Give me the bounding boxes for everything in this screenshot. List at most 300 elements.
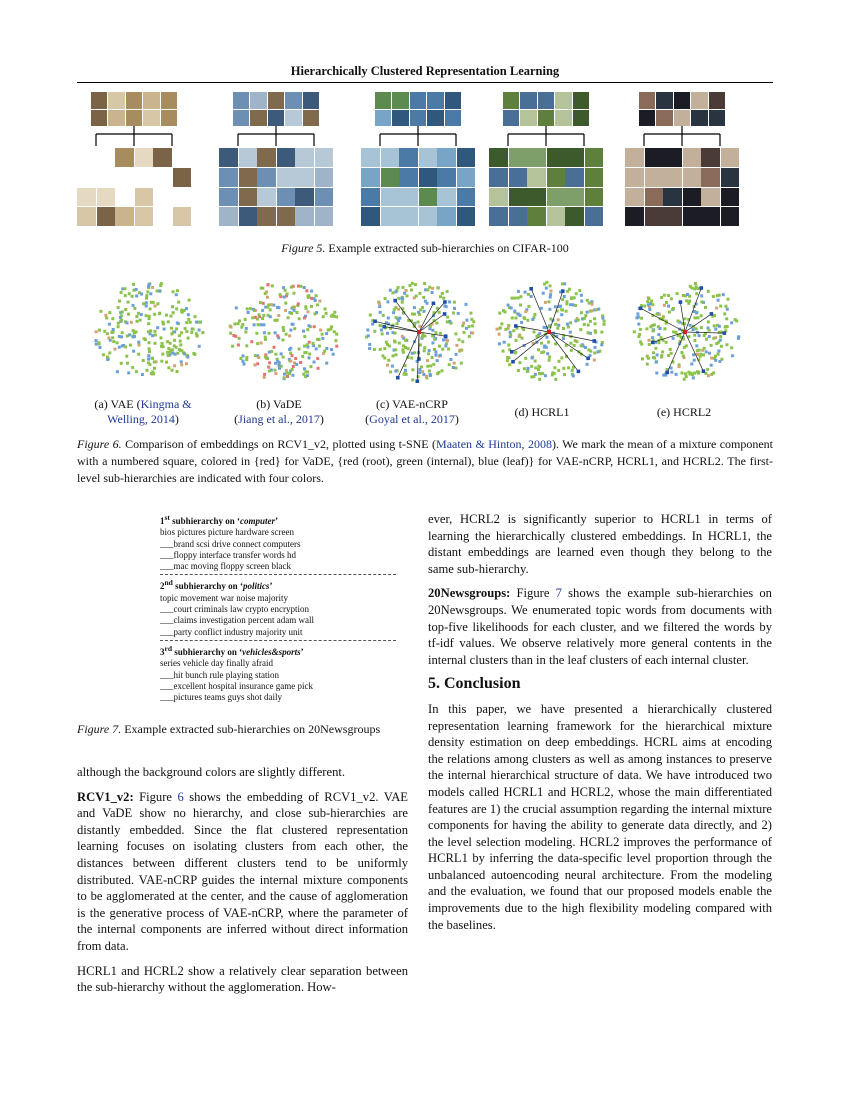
thumbnail bbox=[555, 110, 571, 127]
embedding-point bbox=[428, 349, 431, 352]
embedding-point bbox=[470, 312, 473, 315]
embedding-point bbox=[594, 331, 597, 334]
embedding-point bbox=[334, 339, 337, 342]
embedding-point bbox=[565, 310, 568, 313]
embedding-point bbox=[554, 305, 557, 308]
embedding-point bbox=[314, 299, 317, 302]
embedding-point bbox=[725, 317, 728, 320]
cite-maaten[interactable]: Maaten & Hinton, 2008 bbox=[436, 437, 552, 451]
embedding-point bbox=[389, 370, 392, 373]
embedding-point bbox=[706, 368, 709, 371]
embedding-point bbox=[462, 322, 465, 325]
topic-block-1-word: computer bbox=[240, 516, 276, 526]
embedding-point bbox=[401, 348, 404, 351]
embedding-point bbox=[694, 282, 697, 285]
embedding-point bbox=[283, 296, 286, 299]
thumbnail bbox=[115, 168, 134, 187]
embedding-point bbox=[136, 320, 139, 323]
paragraph-20news-a: Figure bbox=[510, 586, 556, 601]
embedding-point bbox=[117, 306, 120, 309]
embedding-point bbox=[426, 288, 429, 291]
cite-jiang[interactable]: Jiang et al., 2017 bbox=[238, 412, 320, 426]
embedding-point bbox=[242, 354, 245, 357]
embedding-point bbox=[198, 345, 201, 348]
embedding-point bbox=[603, 320, 606, 323]
paragraph-rcv1-a: Figure bbox=[133, 789, 178, 804]
embedding-point bbox=[325, 362, 328, 365]
embedding-point bbox=[294, 357, 297, 360]
embedding-point bbox=[571, 303, 574, 306]
embedding-point bbox=[176, 370, 179, 373]
embedding-point bbox=[268, 361, 271, 364]
embedding-point bbox=[571, 369, 574, 372]
topic-block-3-pre: subhierarchy on ‘ bbox=[172, 646, 243, 657]
embedding-point bbox=[156, 326, 159, 329]
thumbnail bbox=[315, 168, 334, 187]
embedding-point bbox=[307, 294, 310, 297]
embedding-point bbox=[325, 312, 328, 315]
embedding-point bbox=[132, 304, 135, 307]
cite-goyal[interactable]: Goyal et al., 2017 bbox=[369, 412, 455, 426]
embedding-point bbox=[447, 348, 450, 351]
embedding-point bbox=[110, 331, 113, 334]
embedding-point bbox=[145, 305, 148, 308]
embedding-point bbox=[439, 354, 442, 357]
cluster-mean-marker bbox=[443, 312, 447, 316]
embedding-point bbox=[253, 309, 256, 312]
embedding-point bbox=[235, 306, 238, 309]
embedding-point bbox=[682, 354, 685, 357]
embedding-point bbox=[313, 325, 316, 328]
thumbnail bbox=[399, 168, 418, 187]
embedding-point bbox=[714, 359, 717, 362]
embedding-point bbox=[453, 307, 456, 310]
embedding-point bbox=[567, 326, 570, 329]
thumbnail bbox=[219, 207, 238, 226]
embedding-point bbox=[446, 316, 449, 319]
cluster-mean-marker bbox=[700, 286, 704, 290]
thumbnail bbox=[683, 207, 702, 226]
embedding-point bbox=[719, 335, 722, 338]
embedding-point bbox=[158, 312, 161, 315]
embedding-point bbox=[660, 336, 663, 339]
embedding-point bbox=[186, 356, 189, 359]
embedding-point bbox=[193, 353, 196, 356]
embedding-point bbox=[448, 300, 451, 303]
thumbnail bbox=[173, 168, 192, 187]
embedding-point bbox=[573, 296, 576, 299]
cite-kingma-year[interactable]: Welling, 2014 bbox=[107, 412, 175, 426]
embedding-point bbox=[329, 327, 332, 330]
embedding-point bbox=[681, 351, 684, 354]
thumbnail bbox=[257, 148, 276, 167]
embedding-point bbox=[419, 343, 422, 346]
thumbnail bbox=[77, 188, 96, 207]
child-image-grid bbox=[489, 148, 527, 226]
embedding-point bbox=[379, 348, 382, 351]
tsne-plot-vae-ncrp bbox=[359, 270, 479, 390]
embedding-point bbox=[154, 305, 157, 308]
embedding-point bbox=[547, 341, 550, 344]
embedding-point bbox=[404, 339, 407, 342]
embedding-point bbox=[511, 317, 514, 320]
embedding-point bbox=[574, 339, 577, 342]
embedding-point bbox=[256, 342, 259, 345]
embedding-point bbox=[663, 304, 666, 307]
embedding-point bbox=[428, 286, 431, 289]
embedding-point bbox=[538, 332, 541, 335]
embedding-point bbox=[593, 359, 596, 362]
embedding-point bbox=[548, 356, 551, 359]
embedding-point bbox=[436, 286, 439, 289]
embedding-point bbox=[586, 299, 589, 302]
embedding-point bbox=[699, 353, 702, 356]
root-mean-marker bbox=[547, 330, 551, 334]
ref-figure-6[interactable]: 6 bbox=[177, 789, 184, 804]
embedding-point bbox=[507, 356, 510, 359]
embedding-point bbox=[261, 309, 264, 312]
embedding-point bbox=[527, 293, 530, 296]
paragraph-20news-b: shows the example sub-hierarchies on 20Newsgroups. We enumerated topic words from documents with top-five likelihoods for each cluster, and we filtered the words by tf-idf values. We observe relatively more general contents in the internal clusters than in the leaf clusters of each internal cluster. bbox=[428, 586, 772, 667]
embedding-point bbox=[734, 318, 737, 321]
thumbnail bbox=[375, 110, 391, 127]
embedding-point bbox=[453, 362, 456, 365]
thumbnail bbox=[392, 110, 408, 127]
embedding-point bbox=[662, 315, 665, 318]
embedding-point bbox=[383, 347, 386, 350]
embedding-point bbox=[429, 364, 432, 367]
subcaption-vae-ncrp bbox=[342, 397, 482, 427]
embedding-point bbox=[722, 293, 725, 296]
embedding-point bbox=[147, 358, 150, 361]
embedding-point bbox=[283, 373, 286, 376]
thumbnail bbox=[410, 110, 426, 127]
embedding-point bbox=[151, 334, 154, 337]
embedding-point bbox=[137, 341, 140, 344]
topic-block-2-pre: subhierarchy on ‘ bbox=[172, 581, 243, 592]
embedding-point bbox=[499, 327, 502, 330]
thumbnail bbox=[239, 207, 258, 226]
embedding-point bbox=[516, 312, 519, 315]
embedding-point bbox=[147, 354, 150, 357]
embedding-point bbox=[264, 338, 267, 341]
embedding-point bbox=[561, 298, 564, 301]
thumbnail bbox=[257, 188, 276, 207]
embedding-point bbox=[452, 312, 455, 315]
thumbnail bbox=[361, 207, 380, 226]
embedding-point bbox=[468, 325, 471, 328]
thumbnail bbox=[399, 188, 418, 207]
cluster-mean-marker bbox=[510, 350, 514, 354]
embedding-point bbox=[431, 287, 434, 290]
embedding-point bbox=[251, 316, 254, 319]
embedding-point bbox=[378, 305, 381, 308]
embedding-point bbox=[517, 297, 520, 300]
embedding-point bbox=[112, 340, 115, 343]
thumbnail bbox=[361, 188, 380, 207]
embedding-point bbox=[517, 290, 520, 293]
embedding-point bbox=[431, 341, 434, 344]
root-mean-marker bbox=[417, 330, 421, 334]
embedding-point bbox=[696, 349, 699, 352]
embedding-point bbox=[150, 372, 153, 375]
embedding-point bbox=[560, 356, 563, 359]
cluster-mean-marker bbox=[710, 312, 714, 316]
embedding-point bbox=[135, 315, 138, 318]
embedding-point bbox=[264, 356, 267, 359]
embedding-point bbox=[255, 332, 258, 335]
embedding-point bbox=[402, 344, 405, 347]
embedding-point bbox=[293, 292, 296, 295]
embedding-point bbox=[513, 310, 516, 313]
embedding-point bbox=[418, 371, 421, 374]
child-image-grid bbox=[153, 148, 191, 226]
embedding-point bbox=[245, 327, 248, 330]
embedding-point bbox=[188, 299, 191, 302]
embedding-point bbox=[417, 321, 420, 324]
embedding-point bbox=[149, 307, 152, 310]
embedding-point bbox=[151, 357, 154, 360]
embedding-point bbox=[133, 335, 136, 338]
subcaption-vae-ncrp-close: ) bbox=[454, 412, 459, 426]
embedding-point bbox=[394, 341, 397, 344]
topic-block-2-ord: 2 bbox=[160, 581, 165, 592]
embedding-point bbox=[392, 354, 395, 357]
thumbnail bbox=[277, 207, 296, 226]
embedding-point bbox=[126, 335, 129, 338]
ref-figure-7[interactable]: 7 bbox=[555, 586, 562, 601]
embedding-point bbox=[695, 327, 698, 330]
embedding-point bbox=[257, 356, 260, 359]
thumbnail bbox=[538, 110, 554, 127]
thumbnail bbox=[257, 168, 276, 187]
figure-5-label: Figure 5. bbox=[281, 241, 326, 255]
embedding-point bbox=[410, 357, 413, 360]
embedding-point bbox=[686, 293, 689, 296]
subcaption-vade bbox=[209, 397, 349, 427]
embedding-point bbox=[133, 331, 136, 334]
thumbnail bbox=[419, 148, 438, 167]
embedding-point bbox=[119, 316, 122, 319]
embedding-point bbox=[120, 319, 123, 322]
topic-block-2-title bbox=[160, 577, 396, 592]
embedding-point bbox=[548, 359, 551, 362]
embedding-point bbox=[173, 364, 176, 367]
embedding-point bbox=[332, 353, 335, 356]
thumbnail bbox=[709, 110, 725, 127]
embedding-point bbox=[397, 286, 400, 289]
topic-block-3-post: ’ bbox=[300, 646, 304, 657]
thumbnail bbox=[527, 148, 546, 167]
embedding-point bbox=[108, 323, 111, 326]
thumbnail bbox=[645, 188, 664, 207]
embedding-point bbox=[637, 323, 640, 326]
embedding-point bbox=[386, 364, 389, 367]
embedding-point bbox=[583, 323, 586, 326]
subcaption-hcrl2-label: (e) HCRL2 bbox=[656, 405, 712, 419]
embedding-point bbox=[591, 303, 594, 306]
figure-6-caption bbox=[77, 436, 773, 487]
child-image-grid bbox=[361, 148, 399, 226]
embedding-point bbox=[260, 287, 263, 290]
embedding-point bbox=[426, 365, 429, 368]
embedding-point bbox=[147, 361, 150, 364]
embedding-point bbox=[383, 357, 386, 360]
embedding-point bbox=[717, 299, 720, 302]
topic-block-1-post: ’ bbox=[275, 516, 279, 526]
sub-hierarchy-1 bbox=[77, 90, 207, 228]
thumbnail bbox=[135, 148, 154, 167]
embedding-point bbox=[694, 316, 697, 319]
embedding-point bbox=[239, 357, 242, 360]
thumbnail bbox=[173, 188, 192, 207]
embedding-point bbox=[681, 372, 684, 375]
embedding-point bbox=[708, 335, 711, 338]
thumbnail bbox=[555, 92, 571, 109]
thumbnail bbox=[639, 110, 655, 127]
embedding-point bbox=[295, 363, 298, 366]
embedding-point bbox=[398, 342, 401, 345]
thumbnail bbox=[97, 148, 116, 167]
embedding-point bbox=[319, 329, 322, 332]
embedding-point bbox=[646, 300, 649, 303]
embedding-point bbox=[509, 333, 512, 336]
embedding-point bbox=[517, 369, 520, 372]
subcaption-hcrl1 bbox=[472, 405, 612, 420]
cite-kingma[interactable]: Kingma & bbox=[140, 397, 192, 411]
thumbnail bbox=[520, 92, 536, 109]
embedding-point bbox=[543, 346, 546, 349]
embedding-point bbox=[510, 297, 513, 300]
embedding-point bbox=[167, 354, 170, 357]
embedding-point bbox=[695, 285, 698, 288]
thumbnail bbox=[161, 110, 177, 127]
embedding-point bbox=[241, 323, 244, 326]
embedding-point bbox=[649, 302, 652, 305]
embedding-point bbox=[507, 344, 510, 347]
embedding-point bbox=[299, 285, 302, 288]
embedding-point bbox=[244, 318, 247, 321]
embedding-point bbox=[366, 329, 369, 332]
embedding-point bbox=[453, 301, 456, 304]
embedding-point bbox=[289, 329, 292, 332]
thumbnail bbox=[135, 168, 154, 187]
embedding-point bbox=[710, 364, 713, 367]
thumbnail bbox=[381, 207, 400, 226]
embedding-point bbox=[303, 335, 306, 338]
embedding-point bbox=[548, 308, 551, 311]
embedding-point bbox=[597, 350, 600, 353]
thumbnail bbox=[381, 148, 400, 167]
embedding-point bbox=[700, 300, 703, 303]
thumbnail bbox=[509, 148, 528, 167]
embedding-point bbox=[187, 313, 190, 316]
cluster-mean-marker bbox=[396, 376, 400, 380]
embedding-point bbox=[509, 331, 512, 334]
thumbnail bbox=[527, 207, 546, 226]
embedding-point bbox=[179, 343, 182, 346]
embedding-point bbox=[285, 333, 288, 336]
embedding-point bbox=[446, 290, 449, 293]
embedding-point bbox=[442, 338, 445, 341]
embedding-point bbox=[435, 331, 438, 334]
embedding-point bbox=[690, 363, 693, 366]
embedding-point bbox=[111, 336, 114, 339]
thumbnail bbox=[701, 188, 720, 207]
embedding-point bbox=[424, 300, 427, 303]
embedding-point bbox=[403, 292, 406, 295]
embedding-point bbox=[282, 329, 285, 332]
embedding-point bbox=[95, 330, 98, 333]
embedding-point bbox=[556, 327, 559, 330]
embedding-point bbox=[460, 362, 463, 365]
embedding-point bbox=[184, 327, 187, 330]
embedding-point bbox=[396, 322, 399, 325]
embedding-point bbox=[263, 331, 266, 334]
embedding-point bbox=[179, 349, 182, 352]
embedding-point bbox=[187, 337, 190, 340]
embedding-point bbox=[417, 311, 420, 314]
embedding-point bbox=[133, 307, 136, 310]
thumbnail bbox=[721, 168, 740, 187]
thumbnail bbox=[77, 148, 96, 167]
embedding-point bbox=[127, 301, 130, 304]
embedding-point bbox=[533, 330, 536, 333]
embedding-point bbox=[298, 317, 301, 320]
embedding-point bbox=[731, 354, 734, 357]
embedding-point bbox=[190, 331, 193, 334]
paragraph-rcv1 bbox=[77, 789, 408, 955]
tsne-svg-vae-ncrp bbox=[359, 270, 479, 390]
embedding-point bbox=[378, 302, 381, 305]
embedding-point bbox=[540, 342, 543, 345]
embedding-point bbox=[148, 315, 151, 318]
thumbnail bbox=[645, 168, 664, 187]
tsne-plot-hcrl1 bbox=[489, 270, 609, 390]
embedding-point bbox=[180, 360, 183, 363]
embedding-point bbox=[128, 292, 131, 295]
cluster-mean-marker bbox=[561, 289, 565, 293]
embedding-point bbox=[685, 375, 688, 378]
thumbnail bbox=[565, 188, 584, 207]
embedding-point bbox=[286, 375, 289, 378]
running-header: Hierarchically Clustered Representation Learning bbox=[77, 64, 773, 83]
topic-block-1 bbox=[160, 512, 396, 572]
embedding-point bbox=[145, 294, 148, 297]
embedding-point bbox=[520, 321, 523, 324]
embedding-point bbox=[418, 292, 421, 295]
embedding-point bbox=[441, 292, 444, 295]
thumbnail bbox=[115, 188, 134, 207]
embedding-point bbox=[513, 297, 516, 300]
embedding-point bbox=[179, 340, 182, 343]
topic-block-1-title bbox=[160, 512, 396, 527]
embedding-point bbox=[420, 365, 423, 368]
embedding-point bbox=[306, 343, 309, 346]
child-image-grid bbox=[565, 148, 603, 226]
cluster-mean-marker bbox=[679, 300, 683, 304]
embedding-point bbox=[145, 314, 148, 317]
embedding-point bbox=[290, 286, 293, 289]
embedding-point bbox=[726, 308, 729, 311]
thumbnail bbox=[457, 207, 476, 226]
thumbnail bbox=[239, 188, 258, 207]
embedding-point bbox=[566, 300, 569, 303]
embedding-point bbox=[639, 328, 642, 331]
thumbnail bbox=[573, 110, 589, 127]
embedding-point bbox=[415, 295, 418, 298]
embedding-point bbox=[586, 311, 589, 314]
